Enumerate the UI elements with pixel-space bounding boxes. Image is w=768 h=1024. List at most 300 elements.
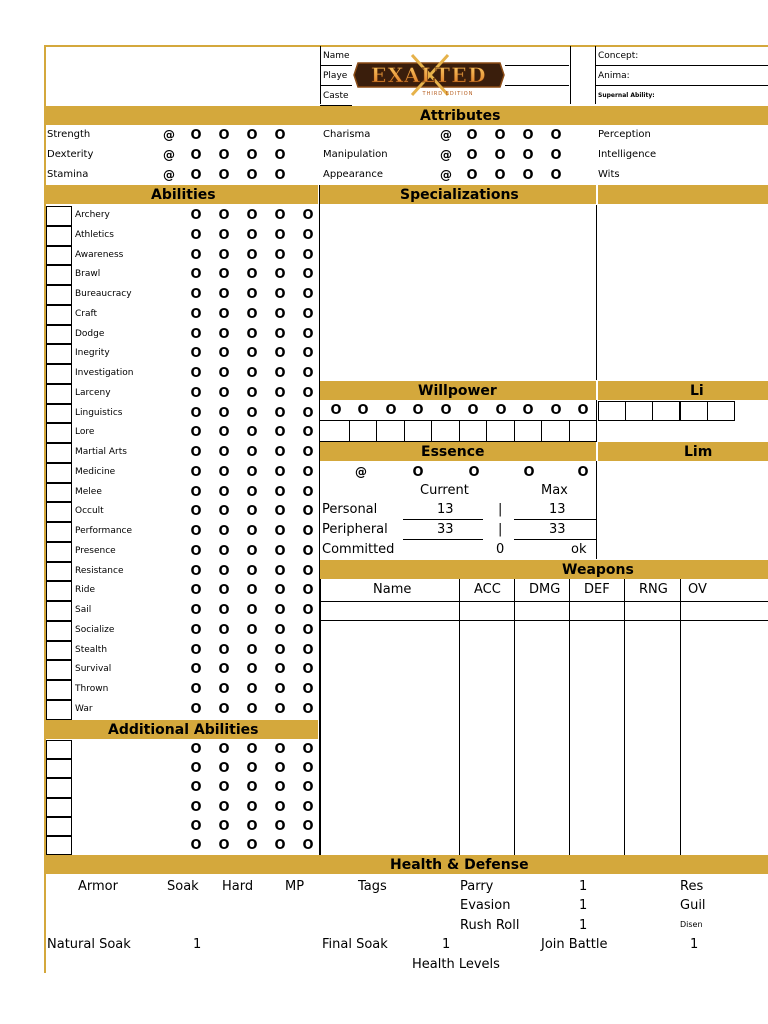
willpower-right-border: [596, 400, 597, 442]
ability-dot[interactable]: O: [190, 583, 202, 599]
ability-dot[interactable]: O: [302, 425, 314, 441]
attribute-label-physical: Stamina: [47, 169, 89, 180]
ability-dot[interactable]: O: [190, 247, 202, 263]
ability-dot[interactable]: O: [218, 484, 230, 500]
ability-dot[interactable]: O: [274, 702, 286, 717]
ability-dot[interactable]: O: [274, 247, 286, 263]
ability-dot[interactable]: O: [190, 306, 202, 322]
attribute-empty-dot: O: [246, 168, 258, 183]
attribute-empty-dot: O: [218, 148, 230, 163]
join-battle-label: Join Battle: [541, 937, 608, 952]
additional-ability-dot[interactable]: O: [218, 838, 230, 853]
willpower-dot[interactable]: O: [577, 403, 589, 418]
essence-max-label: Max: [541, 483, 568, 498]
additional-ability-dot[interactable]: O: [246, 799, 258, 815]
additional-ability-dot[interactable]: O: [190, 780, 202, 796]
ability-label: Craft: [75, 308, 98, 319]
ability-dot[interactable]: O: [274, 504, 286, 520]
ability-dot[interactable]: O: [218, 208, 230, 223]
ability-dot[interactable]: O: [302, 702, 314, 717]
ability-label: Larceny: [75, 387, 111, 398]
ability-dot[interactable]: O: [218, 662, 230, 678]
additional-ability-dot[interactable]: O: [274, 780, 286, 796]
additional-ability-dot[interactable]: O: [246, 838, 258, 853]
ability-dot[interactable]: O: [246, 622, 258, 638]
ability-dot[interactable]: O: [302, 405, 314, 421]
ability-dot[interactable]: O: [190, 543, 202, 559]
attribute-empty-dot: O: [522, 128, 534, 143]
ability-dot[interactable]: O: [218, 227, 230, 243]
ability-dot[interactable]: O: [190, 425, 202, 441]
willpower-dot[interactable]: O: [550, 403, 562, 418]
ability-dot[interactable]: O: [302, 464, 314, 480]
ability-favored-box[interactable]: [46, 542, 72, 562]
additional-ability-dot[interactable]: O: [218, 761, 230, 777]
ability-favored-box[interactable]: [46, 364, 72, 384]
ability-favored-box[interactable]: [46, 581, 72, 601]
attribute-empty-dot: O: [246, 148, 258, 163]
ability-dot[interactable]: O: [246, 267, 258, 283]
ability-dot[interactable]: O: [190, 267, 202, 283]
ability-favored-box[interactable]: [46, 305, 72, 325]
peripheral-current-value: 33: [437, 522, 454, 537]
attribute-empty-dot: O: [190, 168, 202, 183]
weapons-row-divider: [320, 620, 768, 621]
additional-ability-dot[interactable]: O: [190, 838, 202, 853]
ability-favored-box[interactable]: [46, 463, 72, 483]
additional-ability-dot[interactable]: O: [246, 780, 258, 796]
ability-favored-box[interactable]: [46, 404, 72, 424]
ability-dot[interactable]: O: [246, 366, 258, 382]
ability-dot[interactable]: O: [302, 504, 314, 520]
ability-dot[interactable]: O: [274, 346, 286, 362]
additional-ability-favored-box[interactable]: [46, 817, 72, 836]
ability-label: War: [75, 704, 93, 714]
ability-dot[interactable]: O: [274, 563, 286, 579]
ability-dot[interactable]: O: [190, 702, 202, 717]
ability-dot[interactable]: O: [274, 306, 286, 322]
ability-dot[interactable]: O: [274, 464, 286, 480]
ability-dot[interactable]: O: [190, 208, 202, 223]
attribute-label-mental: Perception: [598, 129, 651, 140]
committed-essence-value: 0: [496, 542, 505, 557]
ability-dot[interactable]: O: [246, 227, 258, 243]
ability-favored-box[interactable]: [46, 325, 72, 345]
willpower-dot[interactable]: O: [495, 403, 507, 418]
sheet-top-rule: [44, 45, 768, 47]
ability-favored-box[interactable]: [46, 680, 72, 700]
attributes-header: Attributes: [44, 106, 768, 125]
additional-ability-dot[interactable]: O: [302, 838, 314, 853]
ability-dot[interactable]: O: [246, 385, 258, 401]
ability-dot[interactable]: O: [218, 247, 230, 263]
attribute-label-social: Appearance: [323, 169, 384, 180]
specializations-header: Specializations: [320, 185, 596, 204]
ability-label: Awareness: [75, 249, 124, 260]
ability-dot[interactable]: O: [302, 385, 314, 401]
ability-dot[interactable]: O: [218, 524, 230, 540]
ability-dot[interactable]: O: [190, 366, 202, 382]
ability-dot[interactable]: O: [218, 405, 230, 421]
limit-box[interactable]: [707, 401, 735, 421]
attribute-empty-dot: O: [274, 128, 286, 143]
ability-dot[interactable]: O: [274, 405, 286, 421]
ability-label: Thrown: [75, 684, 109, 695]
ability-dot[interactable]: O: [302, 484, 314, 500]
ability-dot[interactable]: O: [190, 227, 202, 243]
ability-favored-box[interactable]: [46, 641, 72, 661]
ability-dot[interactable]: O: [218, 346, 230, 362]
additional-ability-dot[interactable]: O: [302, 761, 314, 777]
additional-ability-dot[interactable]: O: [246, 818, 258, 834]
weapons-column-header: RNG: [639, 582, 668, 597]
attribute-label-social: Manipulation: [323, 149, 388, 160]
ability-dot[interactable]: O: [302, 208, 314, 223]
ability-dot[interactable]: O: [274, 682, 286, 698]
ability-dot[interactable]: O: [218, 306, 230, 322]
header-right-field-label: Anima:: [598, 71, 630, 81]
ability-dot[interactable]: O: [274, 287, 286, 303]
ability-dot[interactable]: O: [246, 583, 258, 599]
willpower-dot[interactable]: O: [467, 403, 479, 418]
ability-dot[interactable]: O: [218, 543, 230, 559]
evasion-value: 1: [579, 898, 588, 913]
ability-dot[interactable]: O: [246, 543, 258, 559]
ability-dot[interactable]: O: [302, 346, 314, 362]
ability-dot[interactable]: O: [218, 326, 230, 342]
ability-label: Sail: [75, 605, 92, 616]
additional-ability-dot[interactable]: O: [218, 742, 230, 757]
ability-label: Occult: [75, 506, 104, 517]
ability-dot[interactable]: O: [274, 642, 286, 658]
ability-dot[interactable]: O: [218, 504, 230, 520]
additional-ability-dot[interactable]: O: [190, 761, 202, 777]
attribute-label-mental: Wits: [598, 169, 620, 180]
ability-dot[interactable]: O: [218, 287, 230, 303]
ability-dot[interactable]: O: [218, 603, 230, 619]
ability-favored-box[interactable]: [46, 344, 72, 364]
ability-dot[interactable]: O: [302, 622, 314, 638]
ability-dot[interactable]: O: [190, 504, 202, 520]
ability-dot[interactable]: O: [302, 642, 314, 658]
ability-dot[interactable]: O: [302, 247, 314, 263]
willpower-box-divider: [569, 420, 570, 441]
ability-dot[interactable]: O: [274, 366, 286, 382]
ability-dot[interactable]: O: [246, 524, 258, 540]
ability-label: Brawl: [75, 269, 101, 280]
essence-dot: O: [468, 465, 480, 480]
ability-dot[interactable]: O: [218, 622, 230, 638]
ability-dot[interactable]: O: [246, 287, 258, 303]
attribute-empty-dot: O: [274, 148, 286, 163]
willpower-dot[interactable]: O: [385, 403, 397, 418]
ability-dot[interactable]: O: [246, 504, 258, 520]
weapons-column-divider: [514, 579, 515, 855]
additional-ability-dot[interactable]: O: [190, 742, 202, 757]
attribute-empty-dot: O: [274, 168, 286, 183]
abilities-header: Abilities: [44, 185, 318, 204]
additional-ability-favored-box[interactable]: [46, 778, 72, 797]
health-defense-header: Health & Defense: [44, 855, 768, 874]
ability-dot[interactable]: O: [190, 642, 202, 658]
ability-dot[interactable]: O: [246, 346, 258, 362]
ability-dot[interactable]: O: [246, 405, 258, 421]
ability-dot[interactable]: O: [302, 287, 314, 303]
ability-dot[interactable]: O: [246, 702, 258, 717]
additional-ability-dot[interactable]: O: [302, 742, 314, 757]
essence-current-label: Current: [420, 483, 469, 498]
willpower-dot[interactable]: O: [412, 403, 424, 418]
willpower-box-divider: [486, 420, 487, 441]
ability-dot[interactable]: O: [190, 524, 202, 540]
ability-dot[interactable]: O: [302, 682, 314, 698]
ability-dot[interactable]: O: [246, 662, 258, 678]
ability-dot[interactable]: O: [274, 267, 286, 283]
guile-label: Guil: [680, 898, 706, 913]
ability-dot[interactable]: O: [190, 385, 202, 401]
ability-dot[interactable]: O: [302, 563, 314, 579]
limit-box[interactable]: [598, 401, 626, 421]
ability-dot[interactable]: O: [190, 445, 202, 461]
header-right-field-label: Concept:: [598, 51, 639, 61]
weapons-column-header: Name: [373, 582, 412, 597]
additional-ability-favored-box[interactable]: [46, 759, 72, 778]
ability-favored-box[interactable]: [46, 621, 72, 641]
exalted-logo: [352, 51, 506, 98]
ability-dot[interactable]: O: [218, 267, 230, 283]
ability-favored-box[interactable]: [46, 246, 72, 266]
ability-dot[interactable]: O: [274, 208, 286, 223]
mp-column-label: MP: [285, 879, 305, 894]
willpower-dot[interactable]: O: [440, 403, 452, 418]
header-field-label: Name: [323, 51, 350, 61]
attribute-empty-dot: O: [522, 168, 534, 183]
ability-dot[interactable]: O: [246, 484, 258, 500]
ability-favored-box[interactable]: [46, 384, 72, 404]
ability-dot[interactable]: O: [218, 445, 230, 461]
header-field-label: Playe: [323, 71, 348, 81]
ability-favored-box[interactable]: [46, 483, 72, 503]
rush-roll-value: 1: [579, 918, 588, 933]
additional-abilities-header: Additional Abilities: [44, 720, 318, 739]
additional-ability-dot[interactable]: O: [302, 818, 314, 834]
limit-box[interactable]: [652, 401, 680, 421]
ability-dot[interactable]: O: [246, 563, 258, 579]
soak-column-label: Soak: [167, 879, 199, 894]
additional-ability-dot[interactable]: O: [274, 838, 286, 853]
hard-column-label: Hard: [222, 879, 254, 894]
ability-dot[interactable]: O: [302, 445, 314, 461]
ability-label: Ride: [75, 585, 96, 596]
additional-ability-dot[interactable]: O: [190, 818, 202, 834]
ability-dot[interactable]: O: [246, 247, 258, 263]
ability-dot[interactable]: O: [246, 642, 258, 658]
ability-dot[interactable]: O: [302, 326, 314, 342]
attribute-label-physical: Dexterity: [47, 149, 94, 160]
attribute-filled-dot: @: [440, 168, 452, 182]
ability-dot[interactable]: O: [190, 484, 202, 500]
ability-favored-box[interactable]: [46, 443, 72, 463]
willpower-box-divider: [376, 420, 377, 441]
attribute-empty-dot: O: [494, 128, 506, 143]
additional-ability-dot[interactable]: O: [218, 818, 230, 834]
weapons-column-header: DMG: [529, 582, 561, 597]
limit-break-header: Lim: [598, 442, 768, 461]
ability-dot[interactable]: O: [274, 326, 286, 342]
right-panel-header: [598, 185, 768, 204]
additional-ability-dot[interactable]: O: [218, 799, 230, 815]
ability-favored-box[interactable]: [46, 522, 72, 542]
willpower-dot[interactable]: O: [522, 403, 534, 418]
attribute-empty-dot: O: [522, 148, 534, 163]
ability-label: Linguistics: [75, 407, 123, 418]
ability-dot[interactable]: O: [218, 425, 230, 441]
additional-ability-favored-box[interactable]: [46, 740, 72, 759]
ability-dot[interactable]: O: [302, 662, 314, 678]
ability-dot[interactable]: O: [274, 583, 286, 599]
ability-dot[interactable]: O: [274, 445, 286, 461]
ability-dot[interactable]: O: [274, 603, 286, 619]
ability-dot[interactable]: O: [274, 425, 286, 441]
ability-dot[interactable]: O: [302, 583, 314, 599]
ability-label: Presence: [75, 545, 116, 556]
weapons-column-divider: [624, 579, 625, 855]
additional-ability-favored-box[interactable]: [46, 836, 72, 855]
essence-filled-dot: @: [355, 465, 367, 479]
natural-soak-label: Natural Soak: [47, 937, 131, 952]
ability-dot[interactable]: O: [246, 445, 258, 461]
ability-dot[interactable]: O: [246, 603, 258, 619]
essence-separator: |: [498, 522, 503, 537]
ability-dot[interactable]: O: [302, 524, 314, 540]
ability-favored-box[interactable]: [46, 423, 72, 443]
ability-favored-box[interactable]: [46, 562, 72, 582]
concept-underline: [596, 65, 768, 66]
ability-dot[interactable]: O: [302, 267, 314, 283]
ability-dot[interactable]: O: [302, 366, 314, 382]
ability-dot[interactable]: O: [190, 326, 202, 342]
header-divider-1: [320, 46, 321, 104]
ability-favored-box[interactable]: [46, 226, 72, 246]
ability-dot[interactable]: O: [246, 682, 258, 698]
ability-dot[interactable]: O: [274, 524, 286, 540]
header-right-field-label: Supernal Ability:: [598, 92, 655, 99]
ability-dot[interactable]: O: [274, 484, 286, 500]
ability-dot[interactable]: O: [218, 682, 230, 698]
ability-dot[interactable]: O: [302, 603, 314, 619]
essence-dot: O: [523, 465, 535, 480]
ability-dot[interactable]: O: [190, 603, 202, 619]
additional-ability-dot[interactable]: O: [274, 818, 286, 834]
ability-favored-box[interactable]: [46, 660, 72, 680]
peripheral-max-value: 33: [549, 522, 566, 537]
weapons-column-divider: [459, 579, 460, 855]
ability-label: Stealth: [75, 644, 108, 655]
ability-favored-box[interactable]: [46, 700, 72, 720]
ability-label: Resistance: [75, 565, 124, 576]
ability-dot[interactable]: O: [218, 366, 230, 382]
ability-dot[interactable]: O: [302, 306, 314, 322]
parry-label: Parry: [460, 879, 494, 894]
additional-ability-dot[interactable]: O: [274, 742, 286, 757]
personal-max-line: [514, 519, 596, 520]
additional-ability-dot[interactable]: O: [190, 799, 202, 815]
weapons-header: Weapons: [320, 560, 768, 579]
ability-dot[interactable]: O: [218, 464, 230, 480]
additional-ability-dot[interactable]: O: [218, 780, 230, 796]
ability-dot[interactable]: O: [190, 662, 202, 678]
ability-dot[interactable]: O: [246, 306, 258, 322]
ability-dot[interactable]: O: [190, 563, 202, 579]
additional-ability-dot[interactable]: O: [302, 780, 314, 796]
ability-dot[interactable]: O: [190, 287, 202, 303]
ability-dot[interactable]: O: [246, 464, 258, 480]
additional-ability-dot[interactable]: O: [274, 761, 286, 777]
essence-dot: O: [577, 465, 589, 480]
armor-column-label: Armor: [78, 879, 118, 894]
additional-ability-dot[interactable]: O: [302, 799, 314, 815]
ability-favored-box[interactable]: [46, 265, 72, 285]
ability-dot[interactable]: O: [218, 642, 230, 658]
attribute-empty-dot: O: [218, 128, 230, 143]
ability-dot[interactable]: O: [218, 702, 230, 717]
ability-dot[interactable]: O: [274, 227, 286, 243]
ability-dot[interactable]: O: [246, 425, 258, 441]
additional-ability-dot[interactable]: O: [246, 742, 258, 757]
ability-dot[interactable]: O: [190, 464, 202, 480]
ability-favored-box[interactable]: [46, 601, 72, 621]
personal-max-value: 13: [549, 502, 566, 517]
attribute-empty-dot: O: [190, 148, 202, 163]
additional-ability-dot[interactable]: O: [246, 761, 258, 777]
tags-column-label: Tags: [358, 879, 387, 894]
ability-dot[interactable]: O: [274, 662, 286, 678]
ability-favored-box[interactable]: [46, 285, 72, 305]
additional-ability-dot[interactable]: O: [274, 799, 286, 815]
ability-label: Archery: [75, 210, 110, 220]
ability-dot[interactable]: O: [274, 385, 286, 401]
header-divider-2: [570, 46, 571, 104]
ability-dot[interactable]: O: [190, 682, 202, 698]
ability-dot[interactable]: O: [246, 326, 258, 342]
ability-dot[interactable]: O: [274, 622, 286, 638]
ability-label: Melee: [75, 486, 102, 497]
ability-dot[interactable]: O: [302, 543, 314, 559]
additional-ability-favored-box[interactable]: [46, 798, 72, 817]
ability-favored-box[interactable]: [46, 206, 72, 226]
ability-dot[interactable]: O: [246, 208, 258, 223]
willpower-header: Willpower: [320, 381, 596, 400]
limit-box[interactable]: [680, 401, 708, 421]
limit-box[interactable]: [625, 401, 653, 421]
willpower-dot[interactable]: O: [330, 403, 342, 418]
ability-dot[interactable]: O: [218, 563, 230, 579]
attribute-empty-dot: O: [494, 148, 506, 163]
ability-dot[interactable]: O: [190, 405, 202, 421]
ability-dot[interactable]: O: [190, 622, 202, 638]
willpower-dot[interactable]: O: [357, 403, 369, 418]
ability-label: Investigation: [75, 368, 134, 379]
ability-dot[interactable]: O: [218, 385, 230, 401]
health-levels-label: Health Levels: [412, 957, 500, 972]
ability-dot[interactable]: O: [302, 227, 314, 243]
ability-favored-box[interactable]: [46, 502, 72, 522]
ability-dot[interactable]: O: [218, 583, 230, 599]
ability-dot[interactable]: O: [190, 346, 202, 362]
evasion-label: Evasion: [460, 898, 511, 913]
weapons-column-divider: [680, 579, 681, 855]
ability-dot[interactable]: O: [274, 543, 286, 559]
